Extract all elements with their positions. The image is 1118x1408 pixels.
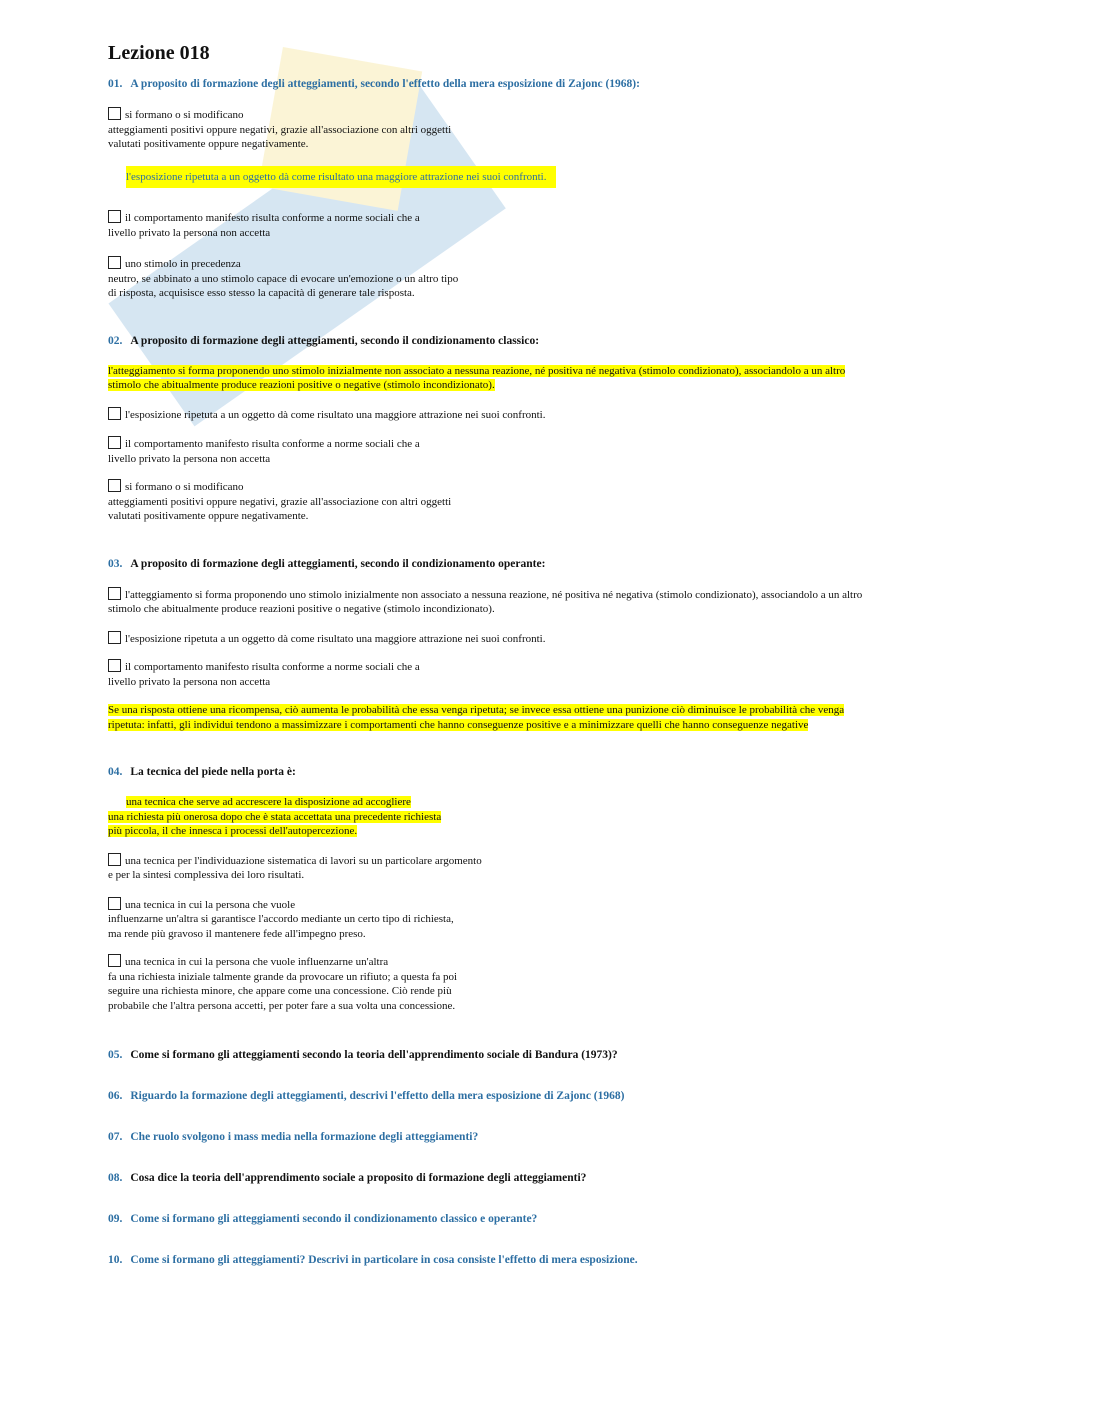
answer-option[interactable]: il comportamento manifesto risulta conforme a norme sociali che a livello privato la persona non accetta <box>108 212 420 239</box>
question-04 <box>108 765 968 1013</box>
checkbox[interactable] <box>108 256 121 269</box>
answer-option[interactable]: l'esposizione ripetuta a un oggetto dà come risultato una maggiore attrazione nei suoi confronti. <box>108 631 968 647</box>
checkbox[interactable] <box>108 436 121 449</box>
question-01 <box>108 77 968 301</box>
answer-option[interactable]: il comportamento manifesto risulta conforme a norme sociali che a livello privato la persona non accetta <box>108 438 420 465</box>
answer-option-correct[interactable]: una tecnica che serve ad accrescere la disposizione ad accogliere una richiesta più onerosa dopo che è stata accettata una precedente richiesta più piccola, il che innesca i processi dell'autopercezione. <box>108 796 442 837</box>
checkbox[interactable] <box>108 954 121 967</box>
open-question-09: 09. Come si formano gli atteggiamenti secondo il condizionamento classico e operante? <box>108 1213 538 1225</box>
answer-option[interactable]: una tecnica in cui la persona che vuole influenzarne un'altra fa una richiesta iniziale talmente grande da provocare un rifiuto; a questa fa poi seguire una richiesta minore, che appare come una concessione. Ciò rende più probabile che l'altra persona accetti, per poter fare a sua volta una concessione. <box>108 956 458 1012</box>
checkbox[interactable] <box>108 897 121 910</box>
checkbox[interactable] <box>108 107 121 120</box>
checkbox[interactable] <box>108 853 121 866</box>
question-heading: 03. A proposito di formazione degli atteggiamenti, secondo il condizionamento operante: <box>108 557 546 570</box>
question-02 <box>108 334 968 524</box>
answer-option-correct[interactable]: l'esposizione ripetuta a un oggetto dà come risultato una maggiore attrazione nei suoi confronti. <box>108 166 968 189</box>
answer-option[interactable]: l'atteggiamento si forma proponendo uno stimolo inizialmente non associato a nessuna reazione, né positiva né negativa (stimolo condizionato), associandolo a un altro stimolo che abitualmente produce reazioni positive o negative (stimolo incondizionato). <box>108 588 863 615</box>
question-heading: 01. A proposito di formazione degli atteggiamenti, secondo l'effetto della mera esposizione di Zajonc (1968): <box>108 78 640 90</box>
question-heading: 04. La tecnica del piede nella porta è: <box>108 766 296 778</box>
answer-option-correct[interactable]: l'atteggiamento si forma proponendo uno stimolo inizialmente non associato a nessuna reazione, né positiva né negativa (stimolo condizionato), associandolo a un altro stimolo che abitualmente produce reazioni positive o negative (stimolo incondizionato). <box>108 364 846 391</box>
checkbox[interactable] <box>108 631 121 644</box>
open-question-10: 10. Come si formano gli atteggiamenti? Descrivi in particolare in cosa consiste l'effetto di mera esposizione. <box>108 1254 638 1266</box>
answer-option-correct[interactable]: Se una risposta ottiene una ricompensa, ciò aumenta le probabilità che essa venga ripetuta; se invece essa ottiene una punizione ciò diminuisce le probabilità che venga ripetuta: infatti, gli individui tendono a massimizzare i comportamenti che hanno conseguenze positive e a minimizzare quelli che hanno conseguenze negative <box>108 704 845 731</box>
open-question-07: 07. Che ruolo svolgono i mass media nella formazione degli atteggiamenti? <box>108 1131 479 1143</box>
checkbox[interactable] <box>108 210 121 223</box>
open-question-08: 08. Cosa dice la teoria dell'apprendimento sociale a proposito di formazione degli atteggiamenti? <box>108 1172 587 1184</box>
open-question-05: 05. Come si formano gli atteggiamenti secondo la teoria dell'apprendimento sociale di Bandura (1973)? <box>108 1049 618 1061</box>
checkbox[interactable] <box>108 479 121 492</box>
open-question-06: 06. Riguardo la formazione degli atteggiamenti, descrivi l'effetto della mera esposizione di Zajonc (1968) <box>108 1090 625 1102</box>
checkbox[interactable] <box>108 659 121 672</box>
question-03 <box>108 557 968 733</box>
answer-option[interactable]: si formano o si modificano atteggiamenti positivi oppure negativi, grazie all'associazione con altri oggetti valutati positivamente oppure negativamente. <box>108 481 452 522</box>
answer-option[interactable]: una tecnica in cui la persona che vuole influenzarne un'altra si garantisce l'accordo mediante un certo tipo di richiesta, ma rende più gravoso il mantenere fede all'impegno preso. <box>108 898 454 940</box>
answer-option[interactable]: il comportamento manifesto risulta conforme a norme sociali che a livello privato la persona non accetta <box>108 661 420 688</box>
answer-option[interactable]: si formano o si modificano atteggiamenti positivi oppure negativi, grazie all'associazione con altri oggetti valutati positivamente oppure negativamente. <box>108 109 452 150</box>
page-title: Lezione 018 <box>108 42 210 64</box>
answer-option[interactable]: l'esposizione ripetuta a un oggetto dà come risultato una maggiore attrazione nei suoi confronti. <box>108 407 968 423</box>
answer-option[interactable]: uno stimolo in precedenza neutro, se abbinato a uno stimolo capace di evocare un'emozione o un altro tipo di risposta, acquisisce esso stesso la capacità di generare tale risposta. <box>108 258 459 299</box>
answer-option[interactable]: una tecnica per l'individuazione sistematica di lavori su un particolare argomento e per la sintesi complessiva dei loro risultati. <box>108 854 482 881</box>
question-heading: 02. A proposito di formazione degli atteggiamenti, secondo il condizionamento classico: <box>108 334 540 347</box>
checkbox[interactable] <box>108 587 121 600</box>
checkbox[interactable] <box>108 407 121 420</box>
document-page <box>108 42 968 1294</box>
